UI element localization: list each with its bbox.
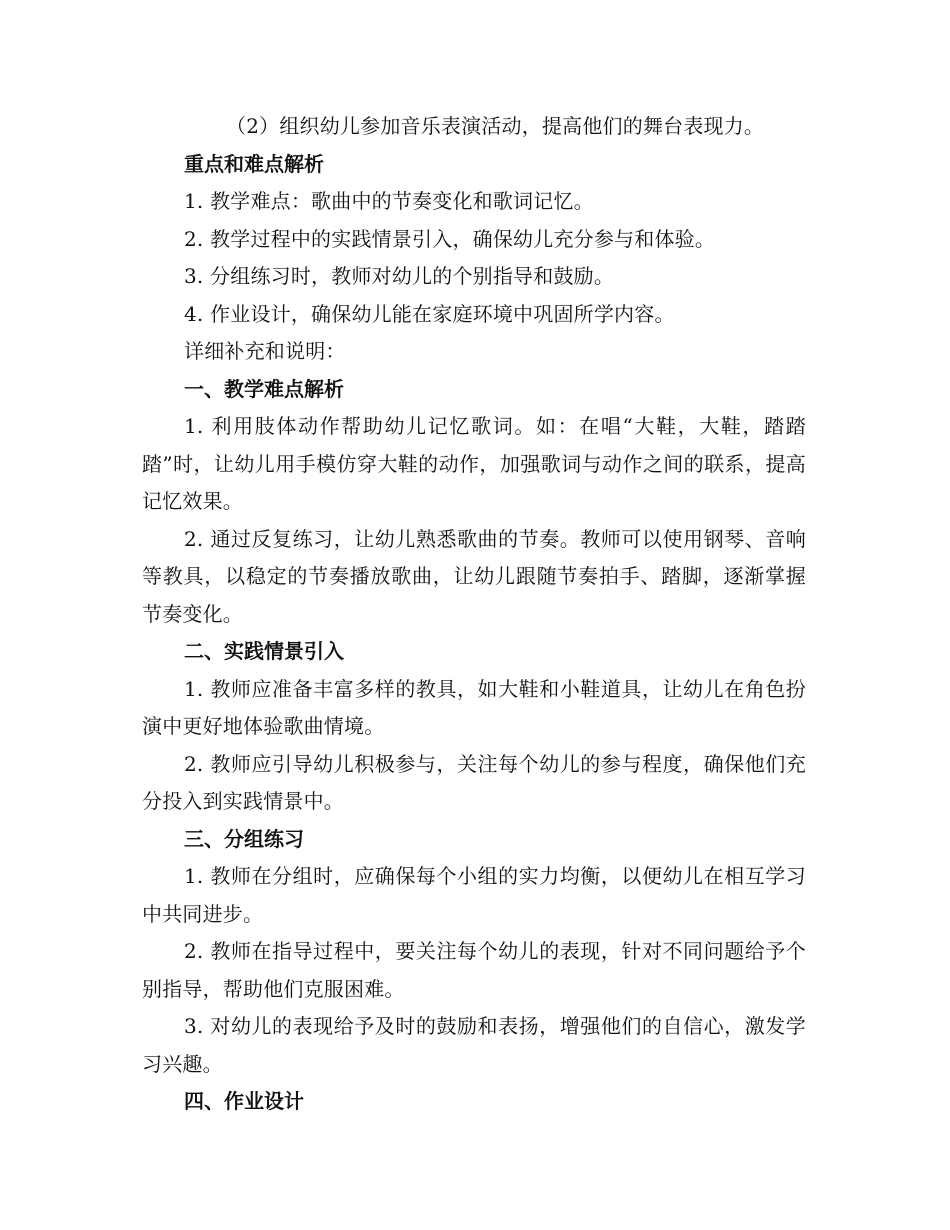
list-item-difficulty-3: 3. 分组练习时，教师对幼儿的个别指导和鼓励。 <box>184 264 615 288</box>
paragraph-performance-activity: （2）组织幼儿参加音乐表演活动，提高他们的舞台表现力。 <box>226 114 765 138</box>
paragraph-section-3-item-3: 3. 对幼儿的表现给予及时的鼓励和表扬，增强他们的自信心，激发学习兴趣。 <box>142 1014 806 1076</box>
list-item-difficulty-4: 4. 作业设计，确保幼儿能在家庭环境中巩固所学内容。 <box>184 301 675 326</box>
paragraph-section-3-item-1: 1. 教师在分组时，应确保每个小组的实力均衡，以便幼儿在相互学习中共同进步。 <box>142 864 806 926</box>
paragraph-section-3-item-2: 2. 教师在指导过程中，要关注每个幼儿的表现，针对不同问题给予个别指导，帮助他们克服困难。 <box>142 939 806 1001</box>
paragraph-section-1-item-1: 1. 利用肢体动作帮助幼儿记忆歌词。如：在唱“大鞋，大鞋，踏踏踏”时，让幼儿用手模仿穿大鞋的动作，加强歌词与动作之间的联系，提高记忆效果。 <box>142 414 806 513</box>
paragraph-supplement-intro: 详细补充和说明： <box>184 339 346 363</box>
list-item-difficulty-2: 2. 教学过程中的实践情景引入，确保幼儿充分参与和体验。 <box>184 226 716 251</box>
heading-section-3: 三、分组练习 <box>184 826 304 851</box>
paragraph-section-2-item-1: 1. 教师应准备丰富多样的教具，如大鞋和小鞋道具，让幼儿在角色扮演中更好地体验歌曲情境。 <box>142 676 806 738</box>
document-body <box>142 108 806 1121</box>
paragraph-section-1-item-2: 2. 通过反复练习，让幼儿熟悉歌曲的节奏。教师可以使用钢琴、音响等教具，以稳定的节奏播放歌曲，让幼儿跟随节奏拍手、踏脚，逐渐掌握节奏变化。 <box>142 526 806 626</box>
heading-section-4: 四、作业设计 <box>184 1089 304 1113</box>
list-item-difficulty-1: 1. 教学难点：歌曲中的节奏变化和歌词记忆。 <box>184 189 594 213</box>
paragraph-section-2-item-2: 2. 教师应引导幼儿积极参与，关注每个幼儿的参与程度，确保他们充分投入到实践情景中。 <box>142 751 806 813</box>
heading-section-1: 一、教学难点解析 <box>184 376 344 401</box>
heading-key-difficult-points: 重点和难点解析 <box>184 151 324 176</box>
heading-section-2: 二、实践情景引入 <box>184 639 344 663</box>
